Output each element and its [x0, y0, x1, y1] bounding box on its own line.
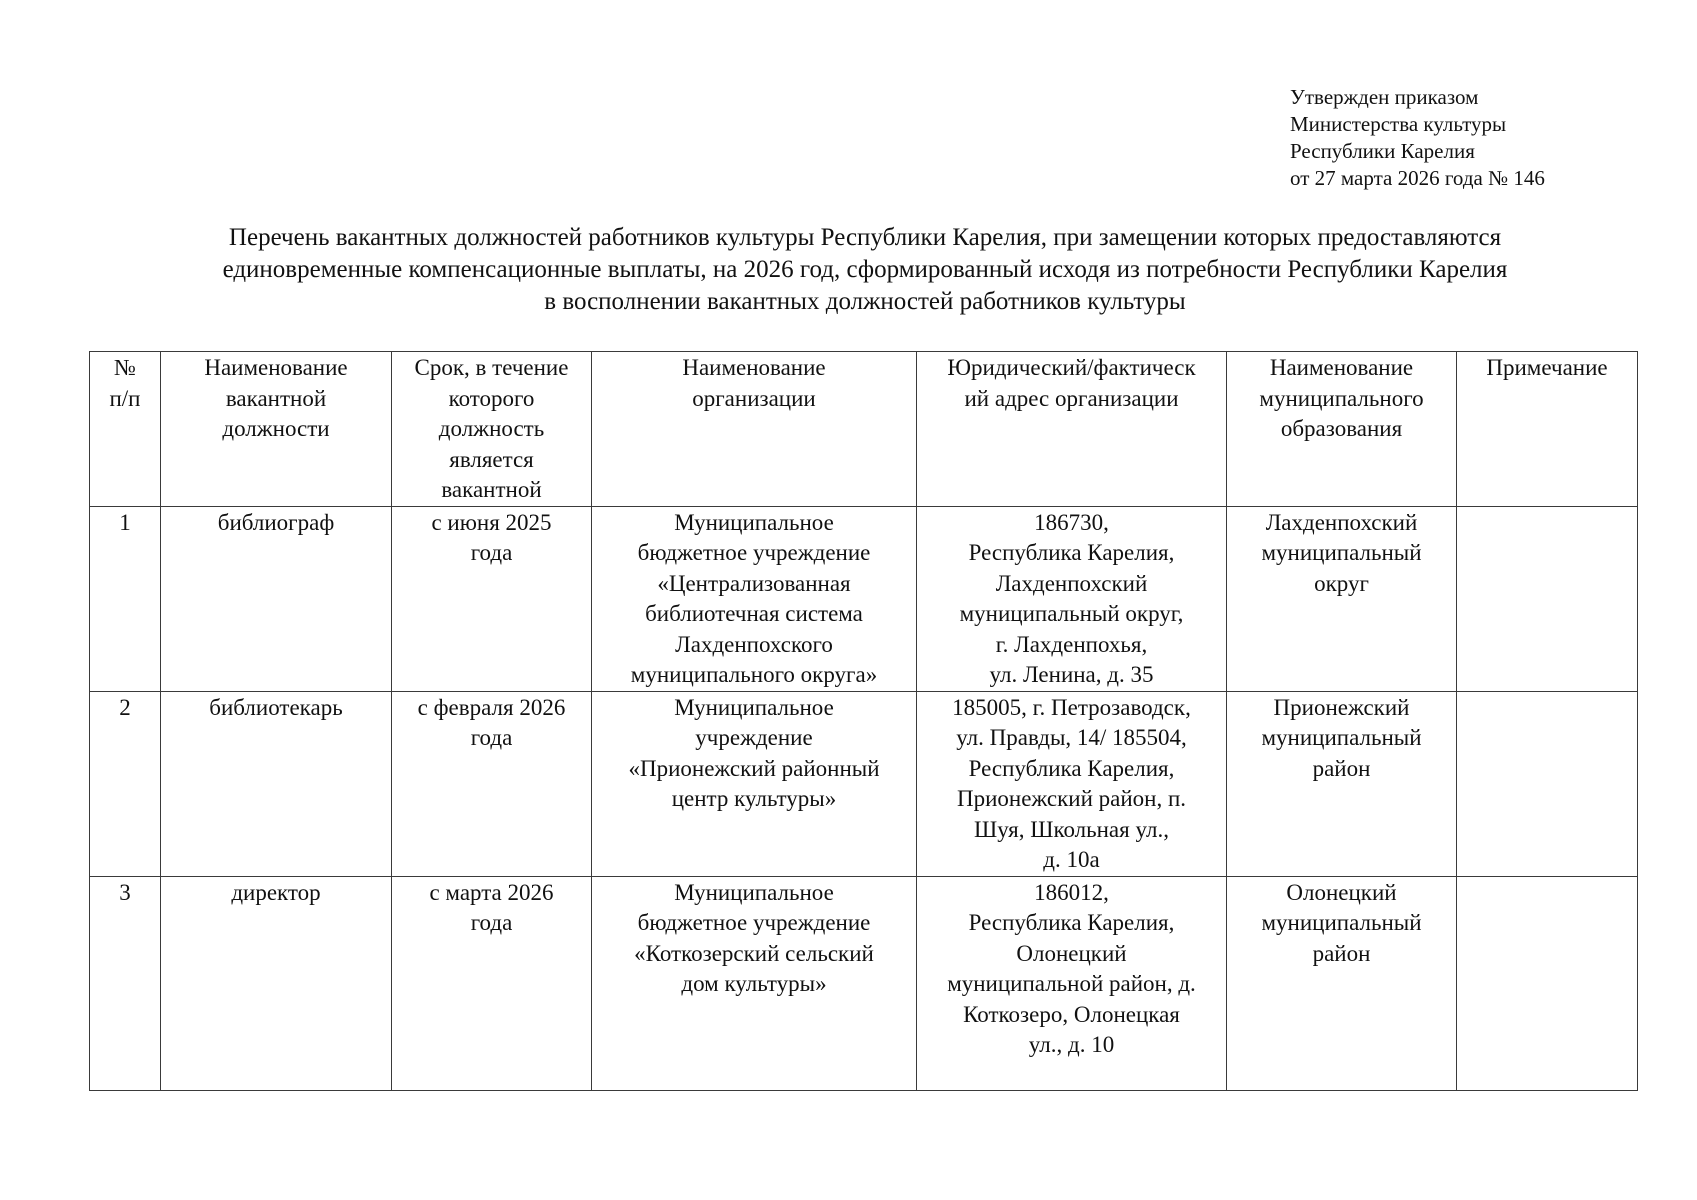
cell-line: г. Лахденпохья,	[995, 631, 1148, 657]
cell-line: учреждение	[695, 725, 813, 750]
cell-line: 185005, г. Петрозаводск,	[952, 694, 1191, 720]
cell-line: район	[1312, 940, 1371, 966]
cell-line: года	[470, 910, 513, 935]
cell-line: года	[470, 725, 513, 750]
cell-line: вакантной	[441, 477, 542, 502]
header-vacancy-period	[392, 352, 592, 507]
cell-line: библиотечная система	[645, 601, 863, 626]
approval-line: Министерства культуры	[1290, 112, 1507, 136]
cell-line: с июня 2025	[431, 509, 552, 535]
cell-municipality	[1227, 691, 1457, 876]
cell-line: район	[1312, 755, 1371, 781]
cell-line: директор	[231, 879, 321, 905]
cell-address	[917, 691, 1227, 876]
cell-municipality	[1227, 876, 1457, 1090]
cell-vacancy-period	[392, 691, 592, 876]
approval-line: Утвержден приказом	[1290, 85, 1479, 109]
cell-line: «Прионежский районный	[628, 755, 880, 781]
cell-line: муниципальный	[1261, 910, 1422, 935]
cell-line: которого	[448, 385, 535, 411]
cell-line: «Коткозерский сельский	[634, 940, 874, 966]
cell-line: должность	[438, 416, 545, 441]
cell-line: 3	[119, 879, 131, 905]
cell-line: муниципальный	[1261, 725, 1422, 750]
cell-line: Шуя, Школьная ул.,	[974, 816, 1169, 842]
header-organization	[592, 352, 917, 507]
cell-line: с февраля 2026	[417, 694, 566, 720]
document-title	[110, 222, 1620, 318]
cell-line: Коткозеро, Олонецкая	[963, 1001, 1180, 1027]
cell-line: центр культуры»	[671, 786, 837, 811]
cell-line: Олонецкий	[1016, 940, 1127, 966]
cell-line: Прионежский район, п.	[956, 786, 1187, 811]
table-row	[90, 876, 1638, 1090]
cell-line: Муниципальное	[674, 879, 834, 905]
cell-line: Муниципальное	[674, 509, 834, 535]
cell-line: муниципальной район, д.	[947, 971, 1196, 996]
cell-line: образования	[1280, 416, 1403, 441]
cell-line: Республика Карелия,	[968, 540, 1175, 565]
table-row	[90, 691, 1638, 876]
cell-line: Примечание	[1486, 355, 1608, 380]
cell-line: бюджетное учреждение	[637, 910, 871, 935]
cell-line: года	[470, 540, 513, 565]
cell-line: муниципальный округ,	[959, 601, 1184, 626]
cell-municipality	[1227, 506, 1457, 691]
header-address	[917, 352, 1227, 507]
cell-vacancy-period	[392, 876, 592, 1090]
title-line: единовременные компенсационные выплаты, на 2026 год, сформированный исходя из потребности Республики Карелия	[222, 256, 1508, 283]
vacancies-table	[89, 351, 1638, 1091]
approval-stamp	[1290, 84, 1545, 192]
cell-line: ул., д. 10	[1028, 1032, 1115, 1057]
cell-line: вакантной	[225, 385, 327, 411]
cell-line: Юридический/фактическ	[947, 355, 1196, 380]
cell-organization	[592, 506, 917, 691]
cell-line: с марта 2026	[429, 879, 554, 905]
cell-line: 186012,	[1034, 879, 1109, 905]
cell-line: д. 10а	[1043, 847, 1100, 872]
cell-line: Прионежский	[1273, 694, 1410, 720]
cell-note	[1457, 506, 1638, 691]
cell-line: ий адрес организации	[964, 385, 1179, 411]
cell-vacancy-period	[392, 506, 592, 691]
cell-address	[917, 876, 1227, 1090]
cell-line: муниципального	[1259, 385, 1424, 411]
cell-line: Лахденпохский	[995, 570, 1148, 596]
cell-line: 186730,	[1034, 509, 1109, 535]
approval-line: Республики Карелия	[1290, 139, 1475, 163]
cell-number	[90, 691, 161, 876]
cell-position	[161, 691, 392, 876]
cell-line: ул. Правды, 14/ 185504,	[956, 725, 1187, 750]
header-number	[90, 352, 161, 507]
cell-line: Наименование	[682, 355, 826, 380]
cell-line: Республика Карелия,	[968, 755, 1175, 781]
cell-line: Наименование	[204, 355, 348, 380]
cell-line: Олонецкий	[1286, 879, 1397, 905]
cell-line: организации	[692, 385, 816, 411]
cell-organization	[592, 691, 917, 876]
cell-line: Наименование	[1269, 355, 1414, 380]
header-note	[1457, 352, 1638, 507]
cell-line: «Централизованная	[657, 570, 851, 596]
cell-line: муниципального округа»	[630, 662, 878, 687]
title-line: в восполнении вакантных должностей работников культуры	[544, 288, 1186, 315]
cell-number	[90, 506, 161, 691]
cell-organization	[592, 876, 917, 1090]
cell-line: Муниципальное	[674, 694, 834, 720]
cell-line: №	[114, 355, 136, 380]
cell-line: должности	[222, 416, 330, 441]
cell-line: Лахденпохский	[1265, 509, 1418, 535]
cell-note	[1457, 876, 1638, 1090]
cell-line: Лахденпохского	[675, 631, 833, 657]
header-municipality	[1227, 352, 1457, 507]
cell-line: бюджетное учреждение	[637, 540, 871, 565]
approval-line: от 27 марта 2026 года № 146	[1290, 166, 1545, 190]
cell-line: Республика Карелия,	[968, 910, 1175, 935]
cell-position	[161, 876, 392, 1090]
cell-line: округ	[1314, 570, 1369, 596]
cell-line: ул. Ленина, д. 35	[989, 662, 1154, 687]
title-line: Перечень вакантных должностей работников культуры Республики Карелия, при замещении которых предоставляются	[228, 224, 1502, 251]
cell-line: 2	[119, 694, 131, 720]
cell-line: является	[449, 446, 534, 472]
cell-position	[161, 506, 392, 691]
cell-address	[917, 506, 1227, 691]
cell-line: библиотекарь	[209, 694, 343, 720]
header-position	[161, 352, 392, 507]
table-header-row	[90, 352, 1638, 507]
cell-number	[90, 876, 161, 1090]
cell-line: п/п	[109, 385, 141, 411]
cell-note	[1457, 691, 1638, 876]
cell-line: муниципальный	[1261, 540, 1422, 565]
cell-line: 1	[119, 509, 131, 535]
cell-line: Срок, в течение	[414, 355, 569, 380]
table-row	[90, 506, 1638, 691]
cell-line: библиограф	[217, 509, 335, 535]
cell-line: дом культуры»	[681, 971, 827, 996]
